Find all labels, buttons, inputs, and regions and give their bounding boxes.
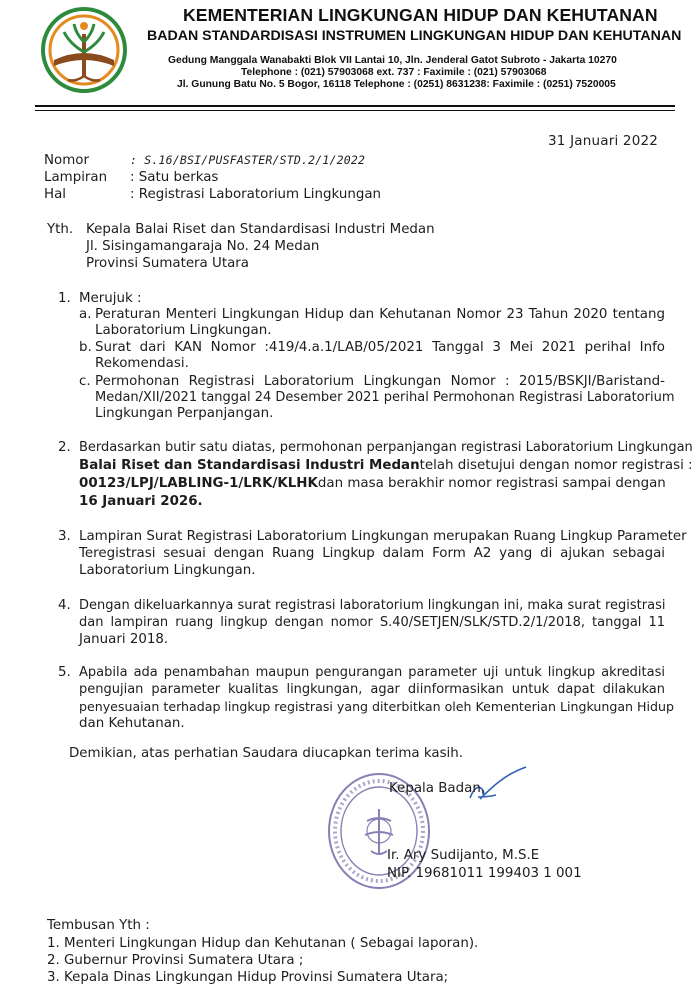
registration-number-bold: 00123/LPJ/LABLING-1/LRK/KLHK (79, 476, 318, 491)
point-1b-line-1: Surat dari KAN Nomor :419/4.a.1/LAB/05/2021 Tanggal 3 Mei 2021 perihal Info (95, 340, 665, 355)
point-5-line-4: dan Kehutanan. (79, 716, 185, 731)
point-2-line-1: Berdasarkan butir satu diatas, permohonan perpanjangan registrasi Laboratorium Lingkungan (79, 440, 693, 455)
lab-name-bold: Balai Riset dan Standardisasi Industri Medan (79, 458, 420, 473)
point-1a-line-1: Peraturan Menteri Lingkungan Hidup dan Kehutanan Nomor 23 Tahun 2020 tentang (95, 307, 665, 322)
point-1a-line-2: Laboratorium Lingkungan. (95, 323, 272, 338)
ministry-logo-icon (40, 6, 128, 94)
hal-label: Hal (44, 187, 66, 202)
point-1a-letter: a. (79, 307, 92, 322)
nomor-label: Nomor (44, 153, 89, 168)
point-2-line-3-rest: dan masa berakhir nomor registrasi sampai dengan (317, 476, 666, 491)
lampiran-label: Lampiran (44, 170, 108, 185)
expiry-date-bold: 16 Januari 2026. (79, 494, 203, 509)
point-2-line-2 (79, 458, 693, 473)
point-5-number: 5. (58, 665, 71, 680)
recipient-prefix: Yth. (47, 222, 74, 237)
nomor-value: : S.16/BSI/PUSFASTER/STD.2/1/2022 (130, 153, 366, 167)
point-2-number: 2. (58, 440, 71, 455)
letterhead (0, 0, 696, 118)
point-2-line-3 (79, 476, 665, 491)
cc-item: 3. Kepala Dinas Lingkungan Hidup Provinsi Sumatera Utara; (47, 970, 449, 985)
point-1c-line-1: Permohonan Registrasi Laboratorium Lingkungan Nomor : 2015/BSKJI/Baristand- (95, 374, 665, 389)
recipient-line-2: Jl. Sisingamangaraja No. 24 Medan (86, 239, 320, 254)
signatory-nip: NIP. 19681011 199403 1 001 (387, 866, 582, 881)
point-1b-line-2: Rekomendasi. (95, 356, 189, 371)
address-line-3: Jl. Gunung Batu No. 5 Bogor, 16118 Telephone : (0251) 8631238: Faximile : (0251) 7520005 (177, 79, 616, 90)
point-1c-line-3: Lingkungan Perpanjangan. (95, 406, 274, 421)
point-1b-letter: b. (79, 340, 92, 355)
point-1-intro: Merujuk : (79, 291, 142, 306)
address-line-1: Gedung Manggala Wanabakti Blok VII Lantai 10, Jln. Jenderal Gatot Subroto - Jakarta 10270 (168, 55, 617, 66)
address-line-2: Telephone : (021) 57903068 ext. 737 : Faximile : (021) 57903068 (241, 67, 547, 78)
cc-heading: Tembusan Yth : (47, 918, 150, 933)
cc-item: 2. Gubernur Provinsi Sumatera Utara ; (47, 953, 304, 968)
point-3-number: 3. (58, 529, 71, 544)
point-2-line-4 (79, 494, 203, 509)
point-3-line-1: Lampiran Surat Registrasi Laboratorium Lingkungan merupakan Ruang Lingkup Parameter (79, 529, 687, 544)
hal-value: : Registrasi Laboratorium Lingkungan (130, 187, 382, 202)
ministry-name: KEMENTERIAN LINGKUNGAN HIDUP DAN KEHUTANAN (183, 5, 658, 25)
signatory-name: Ir. Ary Sudijanto, M.S.E (387, 848, 540, 863)
point-4-number: 4. (58, 598, 71, 613)
closing-text: Demikian, atas perhatian Saudara diucapkan terima kasih. (69, 746, 464, 761)
point-1c-line-2: Medan/XII/2021 tanggal 24 Desember 2021 perihal Permohonan Registrasi Laboratorium (95, 390, 675, 405)
signatory-title: Kepala Badan, (389, 781, 486, 796)
header-rule-thin (35, 110, 675, 111)
point-4-line-2: dan lampiran ruang lingkup dengan nomor S.40/SETJEN/SLK/STD.2/1/2018, tanggal 11 (79, 615, 665, 630)
recipient-line-1: Kepala Balai Riset dan Standardisasi Industri Medan (86, 222, 435, 237)
point-3-line-2: Teregistrasi sesuai dengan Ruang Lingkup dalam Form A2 yang di ajukan sebagai (79, 546, 665, 561)
point-1c-letter: c. (79, 374, 91, 389)
point-4-line-3: Januari 2018. (79, 632, 169, 647)
point-2-line-2-rest: telah disetujui dengan nomor registrasi : (419, 458, 693, 473)
lampiran-value: : Satu berkas (130, 170, 219, 185)
point-5-line-1: Apabila ada penambahan maupun pengurangan parameter uji untuk lingkup akreditasi (79, 665, 665, 680)
point-1-number: 1. (58, 291, 71, 306)
point-4-line-1: Dengan dikeluarkannya surat registrasi laboratorium lingkungan ini, maka surat registrasi (79, 598, 666, 613)
letter-date: 31 Januari 2022 (548, 133, 659, 149)
recipient-line-3: Provinsi Sumatera Utara (86, 256, 249, 271)
point-5-line-3: penyesuaian terhadap lingkup registrasi yang diterbitkan oleh Kementerian Lingkungan Hidup (79, 699, 674, 714)
agency-name: BADAN STANDARDISASI INSTRUMEN LINGKUNGAN HIDUP DAN KEHUTANAN (147, 28, 682, 44)
cc-item: 1. Menteri Lingkungan Hidup dan Kehutanan ( Sebagai laporan). (47, 936, 479, 951)
point-5-line-2: pengujian parameter kualitas lingkungan, agar diinformasikan untuk dapat dilakukan (79, 682, 665, 697)
header-rule-thick (35, 105, 675, 107)
point-3-line-3: Laboratorium Lingkungan. (79, 563, 256, 578)
